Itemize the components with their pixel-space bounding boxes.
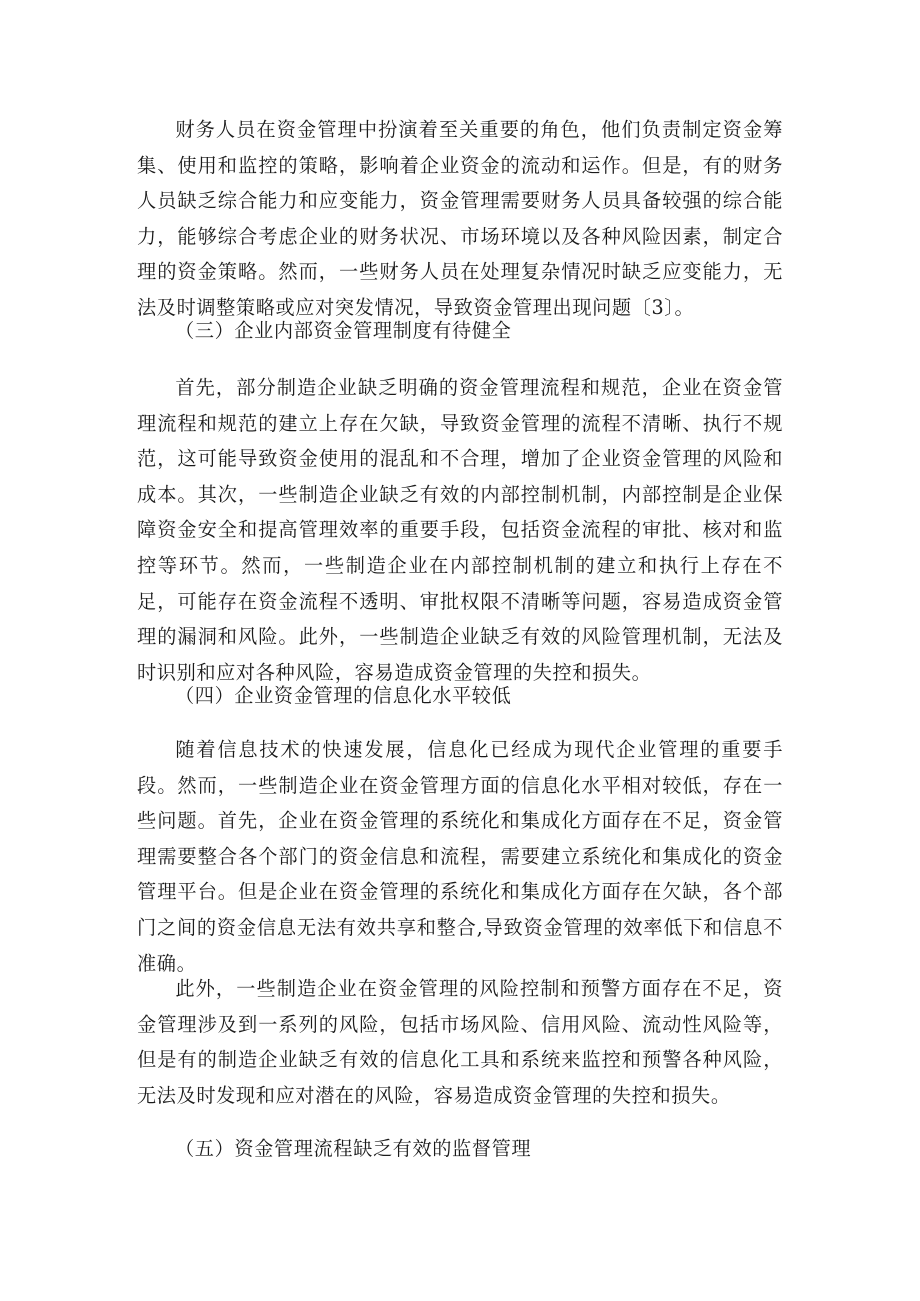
body-paragraph-4: 此外，一些制造企业在资金管理的风险控制和预警方面存在不足，资金管理涉及到一系列的风险，包括市场风险、信用风险、流动性风险等，但是有的制造企业缺乏有效的信息化工具和系统来监控和预警各种风险，无法及时发现和应对潜在的风险，容易造成资金管理的失控和损失。 — [137, 977, 783, 1107]
body-paragraph-3: 随着信息技术的快速发展，信息化已经成为现代企业管理的重要手段。然而，一些制造企业在资金管理方面的信息化水平相对较低，存在一些问题。首先，企业在资金管理的系统化和集成化方面存在不足，资金管理需要整合各个部门的资金信息和流程，需要建立系统化和集成化的资金管理平台。但是企业在资金管理的系统化和集成化方面存在欠缺，各个部门之间的资金信息无法有效共享和整合,导致资金管理的效率低下和信息不准确。 — [137, 738, 783, 975]
section-heading-4: （四）企业资金管理的信息化水平较低 — [175, 684, 512, 707]
section-heading-3: （三）企业内部资金管理制度有待健全 — [175, 319, 512, 342]
body-paragraph-2: 首先，部分制造企业缺乏明确的资金管理流程和规范，企业在资金管理流程和规范的建立上存在欠缺，导致资金管理的流程不清晰、执行不规范，这可能导致资金使用的混乱和不合理，增加了企业资金管理的风险和成本。其次，一些制造企业缺乏有效的内部控制机制，内部控制是企业保障资金安全和提高管理效率的重要手段，包括资金流程的审批、核对和监控等环节。然而，一些制造企业在内部控制机制的建立和执行上存在不足，可能存在资金流程不透明、审批权限不清晰等问题，容易造成资金管理的漏洞和风险。此外，一些制造企业缺乏有效的风险管理机制，无法及时识别和应对各种风险，容易造成资金管理的失控和损失。 — [137, 376, 783, 684]
body-paragraph-1: 财务人员在资金管理中扮演着至关重要的角色，他们负责制定资金筹集、使用和监控的策略，影响着企业资金的流动和运作。但是，有的财务人员缺乏综合能力和应变能力，资金管理需要财务人员具备较强的综合能力，能够综合考虑企业的财务状况、市场环境以及各种风险因素，制定合理的资金策略。然而，一些财务人员在处理复杂情况时缺乏应变能力，无法及时调整策略或应对突发情况，导致资金管理出现问题〔3〕。 — [137, 118, 783, 319]
section-heading-5: （五）资金管理流程缺乏有效的监督管理 — [175, 1137, 532, 1160]
